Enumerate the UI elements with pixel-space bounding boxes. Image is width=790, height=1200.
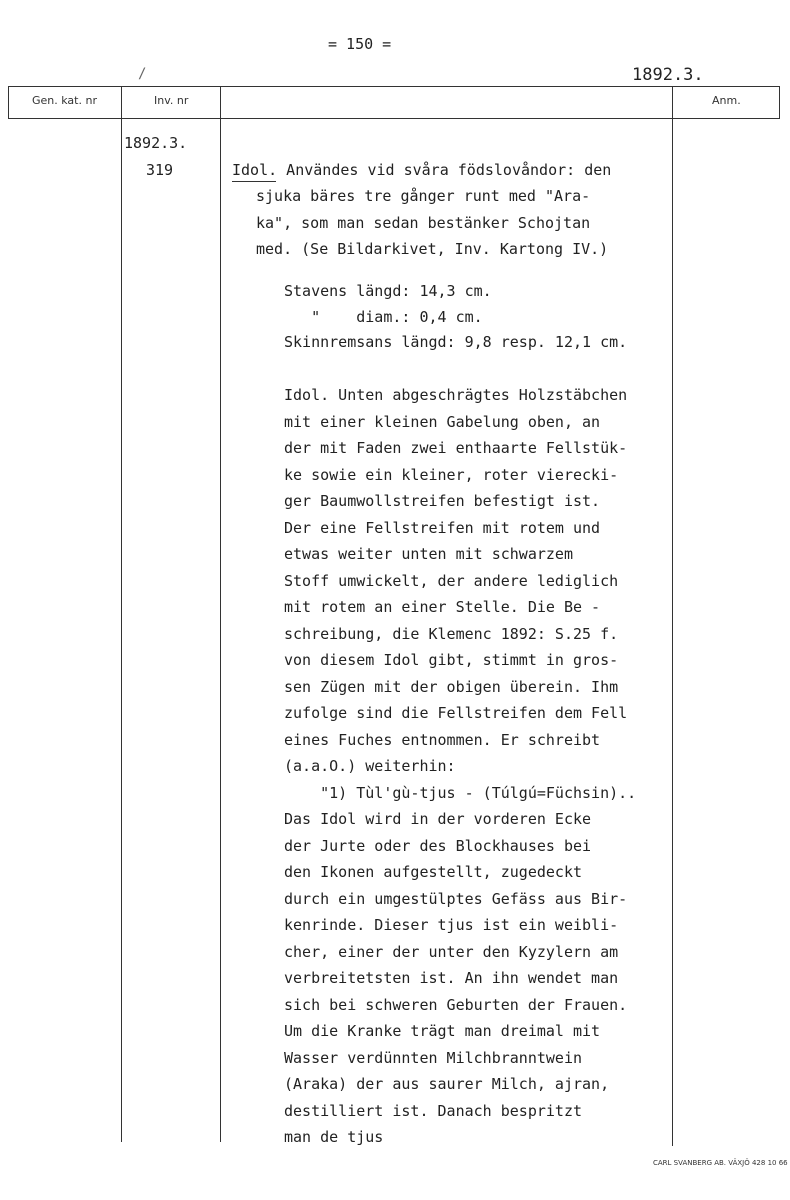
german-text-line: zufolge sind die Fellstreifen dem Fell bbox=[284, 704, 628, 722]
german-text-line: eines Fuches entnommen. Er schreibt bbox=[284, 730, 601, 749]
german-text-line: cher, einer der unter den Kyzylern am bbox=[284, 942, 619, 961]
table-right-border bbox=[779, 86, 780, 119]
german-text-line: destilliert ist. Danach bespritzt bbox=[284, 1101, 583, 1120]
column-header-gen-kat-nr: Gen. kat. nr bbox=[32, 94, 97, 107]
table-left-border bbox=[8, 86, 9, 119]
german-text-line: den Ikonen aufgestellt, zugedeckt bbox=[284, 863, 583, 881]
inventory-year: 1892.3. bbox=[124, 134, 188, 152]
german-text-line: man de tjus bbox=[284, 1128, 384, 1146]
measurement-line: Skinnremsans längd: 9,8 resp. 12,1 cm. bbox=[284, 333, 628, 351]
german-text-line: sich bei schweren Geburten der Frauen. bbox=[284, 995, 628, 1014]
column-divider-anm bbox=[672, 86, 673, 1146]
table-header-bottom-border bbox=[8, 118, 780, 119]
german-text-line: mit einer kleinen Gabelung oben, an bbox=[284, 412, 601, 431]
swedish-text-line: sjuka bäres tre gånger runt med "Ara- bbox=[256, 187, 591, 206]
german-text-line: Wasser verdünnten Milchbranntwein bbox=[284, 1048, 583, 1067]
title-underline bbox=[232, 181, 276, 182]
german-text-line: ger Baumwollstreifen befestigt ist. bbox=[284, 492, 601, 510]
german-text-line: Der eine Fellstreifen mit rotem und bbox=[284, 518, 601, 537]
german-text-line: (Araka) der aus saurer Milch, ajran, bbox=[284, 1075, 610, 1093]
swedish-text-line: med. (Se Bildarkivet, Inv. Kartong IV.) bbox=[256, 239, 609, 258]
german-text-line: etwas weiter unten mit schwarzem bbox=[284, 545, 573, 563]
tick-mark: / bbox=[138, 66, 147, 82]
german-text-line: "1) Tùl'gù-tjus - (Túlgú=Füchsin).. bbox=[284, 783, 637, 802]
german-text-line: Um die Kranke trägt man dreimal mit bbox=[284, 1022, 601, 1040]
page-number: = 150 = bbox=[328, 35, 392, 53]
table-top-border bbox=[8, 86, 780, 87]
footer-imprint: CARL SVANBERG AB. VÄXJÖ 428 10 66 bbox=[653, 1159, 788, 1167]
german-text-line: schreibung, die Klemenc 1892: S.25 f. bbox=[284, 624, 619, 643]
german-text-line: der mit Faden zwei enthaarte Fellstük- bbox=[284, 439, 628, 457]
german-text-line: von diesem Idol gibt, stimmt in gros- bbox=[284, 651, 619, 669]
inventory-number: 319 bbox=[146, 161, 174, 179]
swedish-text-line: ka", som man sedan bestänker Schojtan bbox=[256, 213, 591, 232]
year-header: 1892.3. bbox=[632, 65, 704, 85]
column-divider-inv bbox=[220, 86, 221, 1142]
german-text-line: der Jurte oder des Blockhauses bei bbox=[284, 836, 592, 855]
german-text-line: mit rotem an einer Stelle. Die Be - bbox=[284, 598, 601, 616]
german-text-line: Stoff umwickelt, der andere lediglich bbox=[284, 571, 619, 590]
german-text-line: sen Zügen mit der obigen überein. Ihm bbox=[284, 677, 619, 696]
german-text-line: ke sowie ein kleiner, roter vierecki- bbox=[284, 465, 619, 484]
swedish-text-line: Idol. Användes vid svåra födslovåndor: den bbox=[232, 161, 612, 179]
german-text-line: verbreitetsten ist. An ihn wendet man bbox=[284, 969, 619, 987]
german-text-line: kenrinde. Dieser tjus ist ein weibli- bbox=[284, 916, 619, 934]
german-text-line: durch ein umgestülptes Gefäss aus Bir- bbox=[284, 889, 628, 908]
german-text-line: Idol. Unten abgeschrägtes Holzstäbchen bbox=[284, 386, 628, 404]
column-divider-gen bbox=[121, 86, 122, 1142]
column-header-inv-nr: Inv. nr bbox=[154, 94, 189, 107]
german-text-line: (a.a.O.) weiterhin: bbox=[284, 757, 456, 775]
german-text-line: Das Idol wird in der vorderen Ecke bbox=[284, 810, 592, 828]
column-header-anm: Anm. bbox=[712, 94, 741, 107]
measurement-line: " diam.: 0,4 cm. bbox=[284, 307, 483, 326]
measurement-line: Stavens längd: 14,3 cm. bbox=[284, 282, 492, 300]
